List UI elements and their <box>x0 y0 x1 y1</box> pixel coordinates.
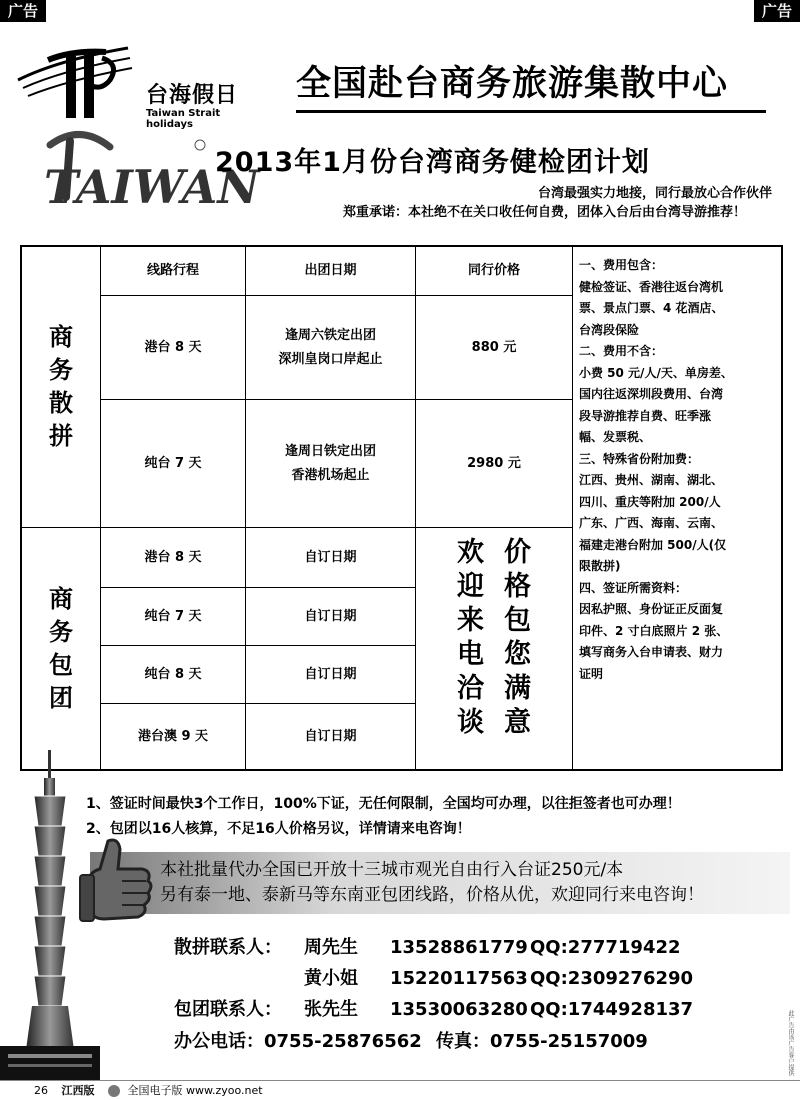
notes <box>86 792 681 842</box>
ad-tag-left: 广告 <box>0 0 46 22</box>
contact-row: 黄小姐 15220117563 QQ:2309276290 <box>304 968 694 989</box>
price-cell: 2980 元 <box>416 400 573 528</box>
table-header-row <box>22 247 573 296</box>
date-cell: 逢周日铁定出团 香港机场起止 <box>246 400 416 528</box>
group-label-scatter: 商 务 散 拼 <box>22 247 101 528</box>
welcome-column-1: 欢 迎 来 电 洽 谈 <box>457 537 484 738</box>
col-header-date: 出团日期 <box>246 247 416 296</box>
edition-label: 江西版 <box>61 1084 95 1097</box>
itinerary-table <box>21 246 573 771</box>
route-cell: 港台 8 天 <box>101 528 246 588</box>
route-cell: 纯台 8 天 <box>101 646 246 704</box>
contact-row: 散拼联系人： 周先生 13528861779 QQ:277719422 <box>174 937 681 958</box>
subtitle-promise: 郑重承诺：本社绝不在关口收任何自费，团体入台后由台湾导游推荐！ <box>342 205 746 220</box>
welcome-cell <box>416 528 573 771</box>
note-group-size: 2、包团以16人核算，不足16人价格另议，详情请来电咨询！ <box>86 821 471 837</box>
welcome-column-2: 价 格 包 您 满 意 <box>504 537 531 738</box>
office-contact: 办公电话：0755-25876562 传真：0755-25157009 <box>174 1031 648 1052</box>
date-cell: 自订日期 <box>246 704 416 771</box>
group-label-charter: 商 务 包 团 <box>22 528 101 771</box>
subtitle-partner: 台湾最强实力地接，同行最放心合作伙伴 <box>537 186 772 201</box>
page-number: 26 <box>34 1084 48 1097</box>
brand-logo <box>18 40 268 130</box>
page-footer <box>0 1080 800 1100</box>
edition-badge-icon <box>108 1085 120 1097</box>
route-cell: 纯台 7 天 <box>101 400 246 528</box>
contact-row: 包团联系人： 张先生 13530063280 QQ:1744928137 <box>174 999 694 1020</box>
thumbs-up-icon <box>78 835 156 927</box>
date-cell: 自订日期 <box>246 588 416 646</box>
route-cell: 港台澳 9 天 <box>101 704 246 771</box>
date-cell: 自订日期 <box>246 528 416 588</box>
page-title: 2013年1月份台湾商务健检团计划 <box>215 147 650 178</box>
col-header-price: 同行价格 <box>416 247 573 296</box>
route-cell: 纯台 7 天 <box>101 588 246 646</box>
route-cell: 港台 8 天 <box>101 296 246 400</box>
taiwan-art-text: TAIWAN <box>44 160 260 214</box>
logo-mark-icon <box>18 40 143 122</box>
footer-site: 全国电子版 www.zyoo.net <box>127 1084 263 1097</box>
table-row <box>22 400 573 528</box>
ad-tag-right: 广告 <box>754 0 800 22</box>
date-cell: 自订日期 <box>246 646 416 704</box>
brand-name: 台海假日 <box>146 83 239 108</box>
price-cell: 880 元 <box>416 296 573 400</box>
promo-text: 本社批量代办全国已开放十三城市观光自由行入台证250元/本 另有泰一地、泰新马等东南亚包团线路，价格从优，欢迎同行来电咨询！ <box>160 860 704 905</box>
contact-list <box>174 932 693 1025</box>
date-cell: 逢周六铁定出团 深圳皇岗口岸起止 <box>246 296 416 400</box>
taiwan-calligraphy-art <box>40 125 260 214</box>
brand-name-en: Taiwan Strait holidays <box>146 108 221 130</box>
side-note: 此广告由该广告客户提供 <box>787 1010 794 1076</box>
fee-details: 一、费用包含： 健检签证、香港往返台湾机 票、景点门票、4 花酒店、 台湾段保险 二、费用不含： 小费 50 元/人/天、单房差、 国内往返深圳段费用、台湾 段导游推荐自费、旺季涨 幅、发票税、 三、特殊省份附加费： 江西、贵州、湖南、湖北、 四川、重庆等附加 200/人 广东、广西、海南、云南、 福建走港台附加 500/人(仅 限散拼) 四、签证所需资料： 因私护照、身份证正反面复 印件、2 寸白底照片 2 张、 填写商务入台申请表、财力 证明 <box>572 246 782 770</box>
table-row <box>22 296 573 400</box>
note-visa: 1、签证时间最快3个工作日，100%下证，无任何限制，全国均可办理，以往拒签者也可办理！ <box>86 796 681 812</box>
col-header-route: 线路行程 <box>101 247 246 296</box>
table-row <box>22 528 573 588</box>
headline: 全国赴台商务旅游集散中心 <box>296 56 766 113</box>
